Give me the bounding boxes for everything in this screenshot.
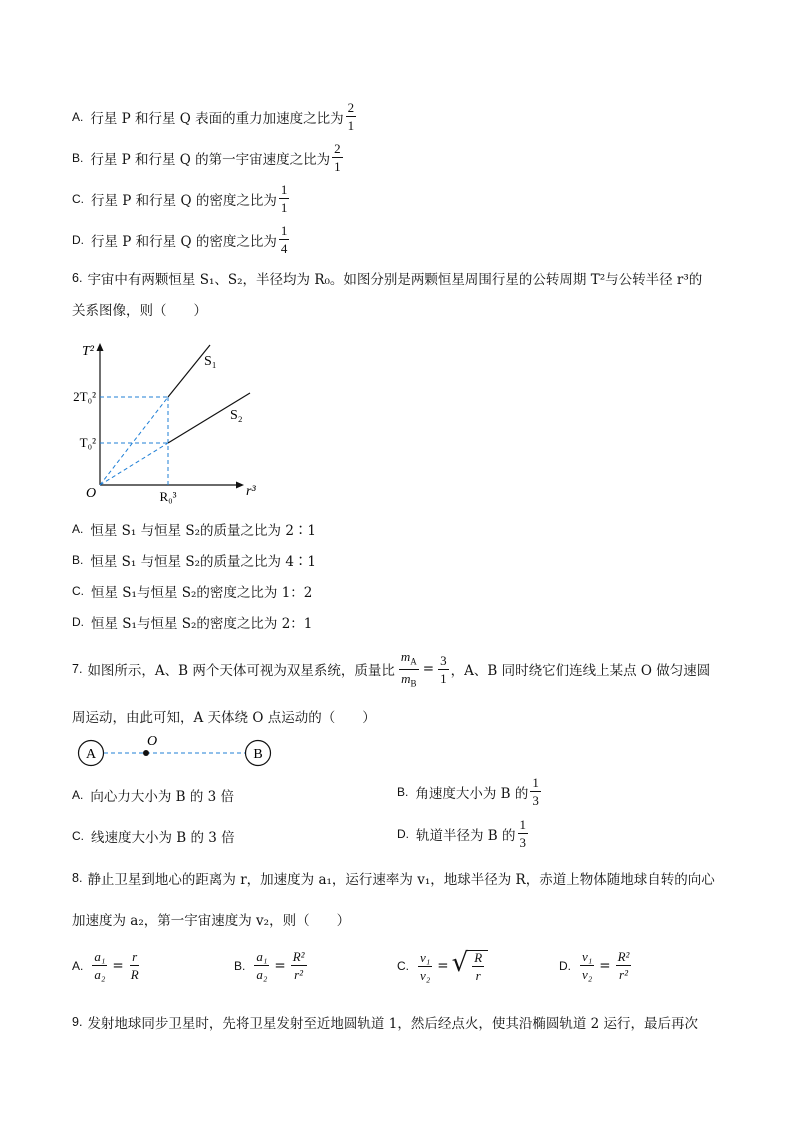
series-s1-label: S₁ [204, 354, 217, 369]
mass-ratio-fraction: $\frac{m_A}{m_B}$ [400, 649, 417, 689]
option-text: 轨道半径为 B 的 [416, 827, 516, 844]
y-axis-arrow [97, 343, 104, 351]
origin-label: O [86, 486, 97, 501]
center-label: O [146, 734, 158, 749]
option-text: 恒星 S₁ 与恒星 S₂的质量之比为 4∶1 [90, 554, 317, 570]
series-s2-label: S₂ [230, 408, 243, 423]
option-label: A. [72, 788, 84, 802]
q7-stem-line2 [72, 706, 376, 726]
option-label: C. [397, 959, 409, 973]
option-label: C. [72, 584, 84, 598]
lhs-fraction: $\frac{\text{v₁}}{\text{v₂}}$ [420, 949, 431, 983]
q7-option-a [72, 785, 234, 805]
question-number: 9. [72, 1015, 83, 1029]
option-label: C. [72, 829, 84, 843]
option-text: 恒星 S₁ 与恒星 S₂的质量之比为 2∶1 [90, 523, 317, 539]
option-text: 行星 P 和行星 Q 的密度之比为 [91, 192, 277, 209]
fraction: $\frac{2}{1}$ [334, 141, 341, 174]
lhs-fraction: $\frac{\text{a₁}}{\text{a₂}}$ [94, 949, 106, 982]
fraction: $\frac{1}{4}$ [280, 223, 288, 256]
q5-option-c [72, 183, 291, 214]
option-label: B. [234, 958, 246, 973]
x-tick: R₀³ [159, 489, 177, 504]
equals-sign: = [599, 957, 611, 974]
q6-stem-line2 [72, 299, 207, 319]
series-s1-line [168, 345, 210, 397]
q8-option-b [234, 950, 309, 981]
option-text: 恒星 S₁与恒星 S₂的密度之比为 1：2 [91, 585, 313, 601]
q8-option-c [397, 950, 488, 982]
q6-graph [70, 335, 270, 507]
q8-stem-line1 [72, 868, 715, 888]
equals-sign: = [437, 958, 449, 974]
fraction: $\frac{1}{3}$ [532, 775, 539, 808]
rhs-fraction: $\frac{r}{R}$ [130, 949, 139, 982]
fraction: $\frac{1}{3}$ [519, 817, 527, 850]
q7-diagram [72, 733, 277, 771]
q6-option-c [72, 581, 312, 601]
fraction: $\frac{2}{1}$ [347, 100, 355, 133]
body-b-label: B [253, 747, 263, 762]
q8-stem-line2 [72, 909, 350, 929]
y-axis-label: T² [82, 344, 94, 359]
equals-sign: = [274, 957, 286, 974]
option-label: D. [72, 615, 84, 629]
option-text: 线速度大小为 B 的 3 倍 [91, 830, 235, 846]
x-axis-label: r³ [246, 484, 256, 499]
fraction: $\frac{1}{1}$ [280, 182, 288, 215]
q6-option-d [72, 612, 312, 632]
q7-stem-line1 [72, 650, 710, 688]
option-label: D. [397, 826, 409, 841]
question-text: 发射地球同步卫星时，先将卫星发射至近地圆轨道 1，然后经点火，使其沿椭圆轨道 2 运行，最后再次 [87, 1016, 698, 1032]
option-text: 恒星 S₁与恒星 S₂的密度之比为 2：1 [91, 616, 313, 632]
q8-option-a [72, 950, 143, 981]
question-text: 周运动，由此可知，A 天体绕 O 点运动的（ ） [72, 710, 376, 726]
question-number: 6. [72, 271, 83, 285]
question-text: 如图所示，A、B 两个天体可视为双星系统，质量比 [87, 663, 395, 680]
question-number: 7. [72, 662, 83, 677]
x-axis-arrow [236, 482, 244, 489]
option-text: 行星 P 和行星 Q 表面的重力加速度之比为 [90, 110, 344, 127]
q7-option-d [397, 818, 530, 849]
q8-option-d [559, 950, 633, 981]
option-text: 向心力大小为 B 的 3 倍 [90, 789, 235, 805]
rhs-fraction: $\frac{\text{R²}}{\text{r²}}$ [292, 949, 305, 982]
option-label: D. [559, 958, 571, 973]
q7-option-b [397, 776, 543, 807]
q6-option-a [72, 519, 316, 539]
question-text: 宇宙中有两颗恒星 S₁、S₂，半径均为 R₀。如图分别是两颗恒星周围行星的公转周期 T²与公转半径 r³的 [87, 272, 703, 288]
q5-option-d [72, 224, 291, 255]
option-label: A. [72, 522, 84, 536]
dashed-s1-segment [100, 397, 168, 485]
q9-stem-line1 [72, 1012, 698, 1032]
option-text: 角速度大小为 B 的 [415, 785, 529, 802]
question-text: 静止卫星到地心的距离为 r，加速度为 a₁，运行速率为 v₁，地球半径为 R，赤道上物体随地球自转的向心 [87, 872, 715, 888]
option-label: D. [72, 232, 84, 247]
lhs-fraction: $\frac{\text{v₁}}{\text{v₂}}$ [582, 949, 593, 982]
question-text: 关系图像，则（ ） [72, 303, 207, 319]
option-text: 行星 P 和行星 Q 的第一宇宙速度之比为 [90, 151, 331, 168]
option-label: A. [72, 958, 84, 973]
question-text: 加速度为 a₂，第一宇宙速度为 v₂，则（ ） [72, 913, 351, 929]
q7-option-c [72, 826, 235, 846]
equals-sign: = [112, 957, 124, 974]
q6-option-b [72, 550, 316, 570]
center-point [143, 750, 149, 756]
question-text: ，A、B 同时绕它们连线上某点 O 做匀速圆 [450, 663, 711, 680]
option-label: B. [72, 150, 84, 165]
y-tick-low: T₀² [79, 435, 96, 450]
option-label: C. [72, 191, 84, 206]
equals-sign: = [422, 661, 435, 678]
option-label: B. [72, 553, 84, 567]
q6-stem-line1 [72, 268, 702, 288]
lhs-fraction: $\frac{\text{a₁}}{\text{a₂}}$ [256, 949, 268, 982]
dashed-s2-segment [100, 443, 168, 485]
option-label: B. [397, 784, 409, 799]
y-tick-high: 2T₀² [73, 389, 96, 404]
ratio-value: $\frac{3}{1}$ [440, 652, 447, 686]
q5-option-a [72, 101, 358, 132]
body-a-label: A [85, 747, 97, 762]
square-root: √ $\frac{R}{r}$ [452, 950, 489, 982]
question-number: 8. [72, 871, 83, 885]
rhs-fraction: $\frac{\text{R²}}{\text{r²}}$ [617, 949, 630, 982]
option-label: A. [72, 109, 84, 124]
q5-option-b [72, 142, 345, 173]
option-text: 行星 P 和行星 Q 的密度之比为 [91, 233, 277, 250]
